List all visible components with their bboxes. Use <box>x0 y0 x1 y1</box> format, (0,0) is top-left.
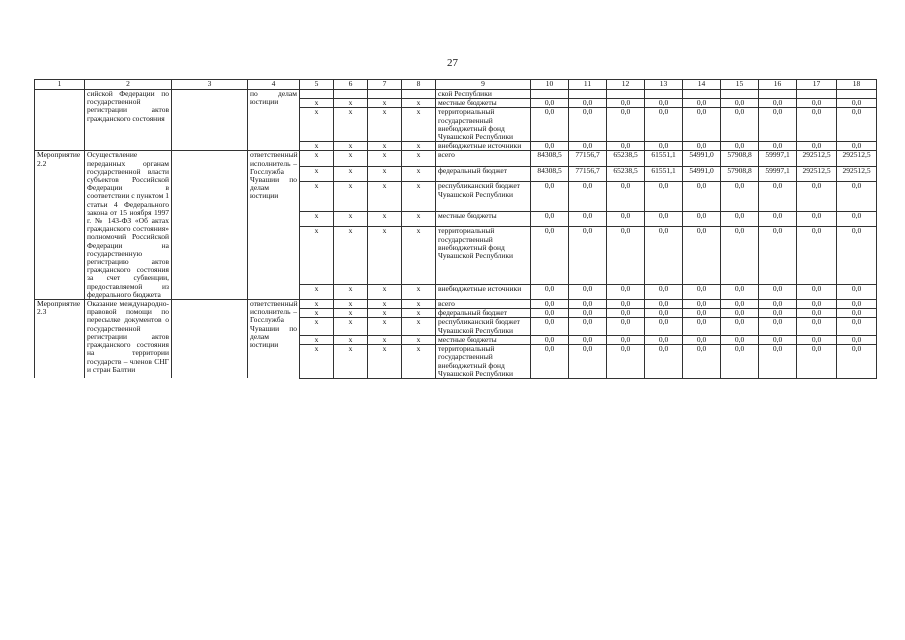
budget-code-cell: x <box>402 309 436 318</box>
amount-cell: 54991,0 <box>683 151 721 167</box>
budget-code-cell: x <box>402 99 436 108</box>
funding-source: республиканский бюджет Чувашской Республики <box>436 182 531 211</box>
amount-cell: 0,0 <box>837 211 877 227</box>
amount-cell: 0,0 <box>797 142 837 151</box>
amount-cell: 0,0 <box>721 284 759 300</box>
amount-cell: 0,0 <box>569 211 607 227</box>
budget-code-cell: x <box>368 108 402 142</box>
amount-cell: 0,0 <box>569 309 607 318</box>
budget-code-cell: x <box>368 182 402 211</box>
amount-cell: 0,0 <box>569 345 607 379</box>
amount-cell: 0,0 <box>569 318 607 335</box>
amount-cell: 0,0 <box>607 211 645 227</box>
amount-cell: 0,0 <box>531 227 569 284</box>
column-number-header: 4 <box>248 80 300 90</box>
amount-cell: 0,0 <box>797 318 837 335</box>
header-row <box>35 80 877 90</box>
amount-cell <box>683 90 721 99</box>
amount-cell: 61551,1 <box>645 151 683 167</box>
budget-code-cell: x <box>368 227 402 284</box>
funding-source: территориальный государственный внебюджетный фонд Чувашской Республики <box>436 108 531 142</box>
empty-cell <box>172 90 248 151</box>
amount-cell: 0,0 <box>797 108 837 142</box>
empty-cell <box>172 300 248 379</box>
amount-cell: 54991,0 <box>683 166 721 182</box>
amount-cell: 0,0 <box>837 318 877 335</box>
budget-code-cell: x <box>334 309 368 318</box>
budget-code-cell: x <box>368 284 402 300</box>
amount-cell: 84308,5 <box>531 166 569 182</box>
amount-cell: 0,0 <box>759 227 797 284</box>
column-number-header: 18 <box>837 80 877 90</box>
funding-source: территориальный государственный внебюджетный фонд Чувашской Республики <box>436 345 531 379</box>
amount-cell: 0,0 <box>759 318 797 335</box>
budget-code-cell: x <box>334 99 368 108</box>
amount-cell: 0,0 <box>837 345 877 379</box>
amount-cell: 0,0 <box>683 284 721 300</box>
amount-cell: 292512,5 <box>797 166 837 182</box>
amount-cell <box>797 90 837 99</box>
budget-code-cell: x <box>368 309 402 318</box>
budget-code-cell: x <box>402 227 436 284</box>
amount-cell: 0,0 <box>797 345 837 379</box>
activity-label: Мероприятие 2.2 <box>35 151 85 300</box>
amount-cell: 0,0 <box>683 318 721 335</box>
amount-cell: 0,0 <box>837 300 877 309</box>
amount-cell: 0,0 <box>683 99 721 108</box>
funding-source: местные бюджеты <box>436 335 531 344</box>
amount-cell: 0,0 <box>531 300 569 309</box>
amount-cell: 0,0 <box>531 309 569 318</box>
budget-code-cell: x <box>368 300 402 309</box>
amount-cell: 0,0 <box>759 211 797 227</box>
funding-source: местные бюджеты <box>436 211 531 227</box>
budget-code-cell: x <box>334 182 368 211</box>
amount-cell: 65238,5 <box>607 151 645 167</box>
amount-cell: 0,0 <box>531 284 569 300</box>
activity-name: Оказание международно-правовой помощи по пересылке документов о государственной регистрации актов гражданского состояния на территории государств – членов СНГ и стран Балтии <box>85 300 172 379</box>
budget-code-cell: x <box>368 166 402 182</box>
funding-source: территориальный государственный внебюджетный фонд Чувашской Республики <box>436 227 531 284</box>
activity-name: сийской Федерации по государственной регистрации актов гражданского состояния <box>85 90 172 151</box>
column-number-header: 1 <box>35 80 85 90</box>
amount-cell: 0,0 <box>797 211 837 227</box>
budget-code-cell: x <box>334 108 368 142</box>
budget-code-cell: x <box>334 318 368 335</box>
column-number-header: 8 <box>402 80 436 90</box>
budget-code-cell: x <box>402 335 436 344</box>
amount-cell: 0,0 <box>759 99 797 108</box>
budget-code-cell: x <box>402 151 436 167</box>
amount-cell: 0,0 <box>721 345 759 379</box>
amount-cell: 292512,5 <box>837 151 877 167</box>
amount-cell: 0,0 <box>797 227 837 284</box>
executor-cell: ответственный исполнитель – Госслужба Чувашии по делам юстиции <box>248 300 300 379</box>
amount-cell: 0,0 <box>607 309 645 318</box>
amount-cell: 0,0 <box>569 284 607 300</box>
budget-code-cell: x <box>334 166 368 182</box>
amount-cell: 0,0 <box>683 108 721 142</box>
amount-cell: 0,0 <box>721 227 759 284</box>
budget-code-cell: x <box>300 142 334 151</box>
column-number-header: 13 <box>645 80 683 90</box>
amount-cell: 0,0 <box>759 345 797 379</box>
amount-cell: 0,0 <box>797 309 837 318</box>
amount-cell: 0,0 <box>721 335 759 344</box>
amount-cell: 0,0 <box>683 335 721 344</box>
funding-source: республиканский бюджет Чувашской Республики <box>436 318 531 335</box>
amount-cell: 0,0 <box>837 99 877 108</box>
budget-code-cell: x <box>334 227 368 284</box>
amount-cell <box>721 90 759 99</box>
amount-cell: 0,0 <box>645 335 683 344</box>
budget-code-cell: x <box>300 345 334 379</box>
activity-label: Мероприятие 2.3 <box>35 300 85 379</box>
amount-cell: 0,0 <box>569 142 607 151</box>
page-number: 27 <box>447 57 458 69</box>
column-number-header: 6 <box>334 80 368 90</box>
budget-code-cell: x <box>300 151 334 167</box>
funding-source: федеральный бюджет <box>436 309 531 318</box>
amount-cell: 0,0 <box>797 99 837 108</box>
funding-source: внебюджетные источники <box>436 284 531 300</box>
amount-cell: 292512,5 <box>797 151 837 167</box>
column-number-header: 11 <box>569 80 607 90</box>
budget-table <box>34 79 877 379</box>
amount-cell: 0,0 <box>759 284 797 300</box>
amount-cell: 0,0 <box>645 211 683 227</box>
amount-cell: 0,0 <box>645 108 683 142</box>
budget-code-cell: x <box>402 108 436 142</box>
funding-source: всего <box>436 300 531 309</box>
amount-cell: 0,0 <box>569 335 607 344</box>
amount-cell: 0,0 <box>683 142 721 151</box>
amount-cell: 0,0 <box>837 335 877 344</box>
amount-cell: 0,0 <box>607 284 645 300</box>
column-number-header: 14 <box>683 80 721 90</box>
budget-code-cell: x <box>300 309 334 318</box>
amount-cell <box>759 90 797 99</box>
activity-name: Осуществление переданных органам государственной власти субъектов Российской Федерации в соответствии с пунктом 1 статьи 4 Федерального закона от 15 ноября 1997 г. № 143-ФЗ «Об актах гражданского состояния» полномочий Российской Федерации на государственную регистрацию актов гражданского состояния за счет субвенции, предоставляемой из федерального бюджета <box>85 151 172 300</box>
budget-code-cell: x <box>402 211 436 227</box>
amount-cell: 0,0 <box>683 227 721 284</box>
budget-code-cell: x <box>402 166 436 182</box>
budget-code-cell: x <box>368 99 402 108</box>
amount-cell: 0,0 <box>569 182 607 211</box>
budget-code-cell: x <box>334 284 368 300</box>
amount-cell: 0,0 <box>797 300 837 309</box>
amount-cell: 0,0 <box>759 108 797 142</box>
amount-cell: 0,0 <box>721 99 759 108</box>
budget-code-cell <box>334 90 368 99</box>
amount-cell: 0,0 <box>569 227 607 284</box>
amount-cell: 0,0 <box>721 211 759 227</box>
amount-cell: 77156,7 <box>569 151 607 167</box>
amount-cell: 57908,8 <box>721 166 759 182</box>
amount-cell: 61551,1 <box>645 166 683 182</box>
amount-cell: 84308,5 <box>531 151 569 167</box>
budget-code-cell: x <box>334 151 368 167</box>
amount-cell: 0,0 <box>759 300 797 309</box>
amount-cell: 0,0 <box>721 318 759 335</box>
amount-cell: 0,0 <box>531 108 569 142</box>
amount-cell: 0,0 <box>759 309 797 318</box>
amount-cell: 0,0 <box>531 182 569 211</box>
amount-cell: 0,0 <box>645 309 683 318</box>
funding-source: всего <box>436 151 531 167</box>
executor-cell: по делам юстиции <box>248 90 300 151</box>
amount-cell: 0,0 <box>721 300 759 309</box>
budget-code-cell: x <box>368 211 402 227</box>
amount-cell: 0,0 <box>645 345 683 379</box>
budget-code-cell: x <box>368 151 402 167</box>
column-number-header: 15 <box>721 80 759 90</box>
amount-cell <box>607 90 645 99</box>
column-number-header: 9 <box>436 80 531 90</box>
column-number-header: 3 <box>172 80 248 90</box>
funding-source: внебюджетные источники <box>436 142 531 151</box>
empty-cell <box>172 151 248 300</box>
amount-cell: 0,0 <box>607 345 645 379</box>
column-number-header: 17 <box>797 80 837 90</box>
amount-cell: 0,0 <box>607 300 645 309</box>
budget-code-cell: x <box>334 300 368 309</box>
amount-cell: 0,0 <box>837 227 877 284</box>
activity-label <box>35 90 85 151</box>
budget-code-cell: x <box>402 300 436 309</box>
budget-code-cell: x <box>300 182 334 211</box>
amount-cell: 0,0 <box>531 345 569 379</box>
amount-cell: 0,0 <box>645 284 683 300</box>
amount-cell: 0,0 <box>531 211 569 227</box>
budget-code-cell: x <box>334 142 368 151</box>
budget-code-cell: x <box>300 335 334 344</box>
budget-code-cell: x <box>334 211 368 227</box>
column-number-header: 7 <box>368 80 402 90</box>
amount-cell: 0,0 <box>645 300 683 309</box>
amount-cell: 0,0 <box>837 284 877 300</box>
budget-code-cell <box>300 90 334 99</box>
amount-cell: 0,0 <box>645 142 683 151</box>
budget-code-cell: x <box>300 99 334 108</box>
amount-cell: 0,0 <box>759 335 797 344</box>
budget-code-cell: x <box>402 318 436 335</box>
amount-cell <box>531 90 569 99</box>
amount-cell: 0,0 <box>797 182 837 211</box>
amount-cell: 0,0 <box>837 142 877 151</box>
budget-code-cell: x <box>402 182 436 211</box>
amount-cell: 0,0 <box>607 335 645 344</box>
amount-cell: 57908,8 <box>721 151 759 167</box>
amount-cell: 0,0 <box>721 309 759 318</box>
amount-cell: 0,0 <box>683 345 721 379</box>
budget-code-cell: x <box>368 335 402 344</box>
amount-cell: 77156,7 <box>569 166 607 182</box>
budget-code-cell: x <box>300 227 334 284</box>
budget-code-cell: x <box>300 108 334 142</box>
budget-code-cell: x <box>300 166 334 182</box>
column-number-header: 12 <box>607 80 645 90</box>
budget-code-cell: x <box>368 345 402 379</box>
budget-code-cell: x <box>402 142 436 151</box>
amount-cell: 0,0 <box>569 99 607 108</box>
amount-cell: 0,0 <box>531 335 569 344</box>
budget-code-cell: x <box>300 211 334 227</box>
amount-cell: 0,0 <box>607 182 645 211</box>
amount-cell: 0,0 <box>607 142 645 151</box>
amount-cell: 0,0 <box>645 318 683 335</box>
column-number-header: 5 <box>300 80 334 90</box>
amount-cell: 0,0 <box>683 182 721 211</box>
amount-cell: 0,0 <box>531 99 569 108</box>
amount-cell: 0,0 <box>837 108 877 142</box>
amount-cell: 0,0 <box>759 142 797 151</box>
column-number-header: 2 <box>85 80 172 90</box>
budget-code-cell: x <box>300 300 334 309</box>
amount-cell <box>837 90 877 99</box>
amount-cell: 0,0 <box>721 108 759 142</box>
funding-source: федеральный бюджет <box>436 166 531 182</box>
amount-cell: 0,0 <box>837 182 877 211</box>
budget-code-cell: x <box>334 335 368 344</box>
budget-code-cell <box>402 90 436 99</box>
budget-code-cell: x <box>368 142 402 151</box>
amount-cell: 0,0 <box>531 142 569 151</box>
amount-cell: 0,0 <box>645 227 683 284</box>
amount-cell: 59997,1 <box>759 166 797 182</box>
column-number-header: 16 <box>759 80 797 90</box>
amount-cell: 0,0 <box>683 300 721 309</box>
amount-cell: 59997,1 <box>759 151 797 167</box>
amount-cell: 0,0 <box>683 309 721 318</box>
budget-code-cell <box>368 90 402 99</box>
amount-cell: 0,0 <box>645 99 683 108</box>
budget-code-cell: x <box>300 284 334 300</box>
amount-cell: 0,0 <box>759 182 797 211</box>
amount-cell: 0,0 <box>607 108 645 142</box>
amount-cell: 0,0 <box>569 300 607 309</box>
amount-cell: 0,0 <box>569 108 607 142</box>
executor-cell: ответственный исполнитель – Госслужба Чувашии по делам юстиции <box>248 151 300 300</box>
amount-cell: 0,0 <box>645 182 683 211</box>
amount-cell: 0,0 <box>797 284 837 300</box>
funding-source: местные бюджеты <box>436 99 531 108</box>
budget-code-cell: x <box>368 318 402 335</box>
budget-code-cell: x <box>334 345 368 379</box>
amount-cell: 0,0 <box>837 309 877 318</box>
amount-cell: 0,0 <box>607 227 645 284</box>
amount-cell: 0,0 <box>531 318 569 335</box>
amount-cell: 0,0 <box>721 182 759 211</box>
funding-source: ской Республики <box>436 90 531 99</box>
amount-cell: 0,0 <box>683 211 721 227</box>
column-number-header: 10 <box>531 80 569 90</box>
amount-cell: 0,0 <box>721 142 759 151</box>
budget-code-cell: x <box>402 284 436 300</box>
amount-cell: 0,0 <box>607 318 645 335</box>
amount-cell: 0,0 <box>797 335 837 344</box>
amount-cell <box>645 90 683 99</box>
amount-cell: 292512,5 <box>837 166 877 182</box>
amount-cell: 65238,5 <box>607 166 645 182</box>
amount-cell <box>569 90 607 99</box>
table-row <box>35 151 877 167</box>
budget-code-cell: x <box>402 345 436 379</box>
budget-code-cell: x <box>300 318 334 335</box>
amount-cell: 0,0 <box>607 99 645 108</box>
